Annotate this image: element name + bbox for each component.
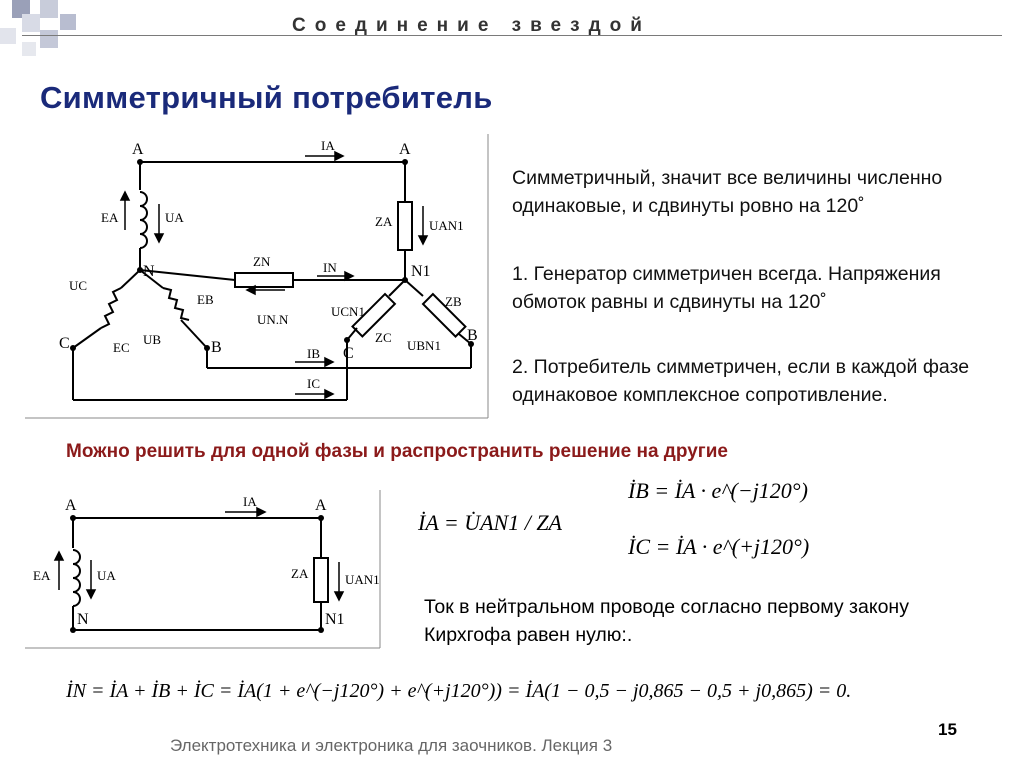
label-ea: EA: [101, 210, 119, 225]
kirchhoff-text: Ток в нейтральном проводе согласно первому закону Кирхгофа равен нулю:.: [424, 596, 909, 646]
footer-text: Электротехника и электроника для заочников. Лекция 3: [170, 736, 613, 755]
slide-title: Симметричный потребитель: [40, 80, 493, 115]
formula-in: İN = İA + İB + İC = İA(1 + e^(−j120°) + e^(+j120°)) = İA(1 − 0,5 − j0,865 − 0,5 + j0,865) = 0.: [66, 680, 852, 702]
paragraph-generator: 1. Генератор симметричен всегда. Напряжения обмоток равны и сдвинуты на 120˚: [512, 263, 941, 313]
label-ua-2: UA: [97, 568, 116, 583]
node-n1-2: N1: [325, 611, 345, 628]
node-c-right: C: [343, 345, 354, 362]
node-n-2: N: [77, 611, 89, 628]
star-circuit-diagram: [25, 130, 495, 422]
paragraph-symmetric-definition: Симметричный, значит все величины численно одинаковые, и сдвинуты ровно на 120˚: [512, 167, 943, 217]
label-ia: IA: [321, 138, 335, 153]
label-zc: ZC: [375, 330, 392, 345]
paragraph-consumer: 2. Потребитель симметричен, если в каждой фазе одинаковое комплексное сопротивление.: [512, 356, 970, 406]
single-phase-diagram: [25, 490, 385, 650]
label-za-2: ZA: [291, 566, 309, 581]
node-c-left: C: [59, 335, 70, 352]
label-zb: ZB: [445, 294, 462, 309]
node-a-left: A: [132, 141, 144, 158]
label-ec: EC: [113, 340, 130, 355]
label-za: ZA: [375, 214, 393, 229]
formula-ib: İB = İA · e^(−j120°): [628, 478, 808, 503]
node-a-right: A: [399, 141, 411, 158]
label-uan1: UAN1: [429, 218, 464, 233]
node-n1: N1: [411, 263, 431, 280]
label-ucn1: UCN1: [331, 304, 365, 319]
label-ub: UB: [143, 332, 162, 347]
node-n: N: [143, 263, 155, 280]
label-zn: ZN: [253, 254, 271, 269]
label-in: IN: [323, 260, 337, 275]
formula-ia: İA = U̇AN1 / ZA: [418, 510, 562, 535]
section-title: Соединение звездой: [292, 15, 651, 36]
label-eb: EB: [197, 292, 214, 307]
label-ib: IB: [307, 346, 320, 361]
page-number: 15: [938, 720, 957, 739]
label-uc: UC: [69, 278, 88, 293]
formula-ic: İC = İA · e^(+j120°): [628, 534, 810, 559]
label-ia-2: IA: [243, 494, 257, 509]
label-ubn1: UBN1: [407, 338, 441, 353]
subheading: Можно решить для одной фазы и распространить решение на другие: [66, 441, 728, 462]
node-b-right: B: [467, 327, 478, 344]
node-a-right-2: A: [315, 497, 327, 514]
node-a-left-2: A: [65, 497, 77, 514]
label-ua: UA: [165, 210, 184, 225]
label-uan1-2: UAN1: [345, 572, 380, 587]
node-b-left: B: [211, 339, 222, 356]
label-ic: IC: [307, 376, 320, 391]
label-unn: UN.N: [257, 312, 289, 327]
label-ea-2: EA: [33, 568, 51, 583]
